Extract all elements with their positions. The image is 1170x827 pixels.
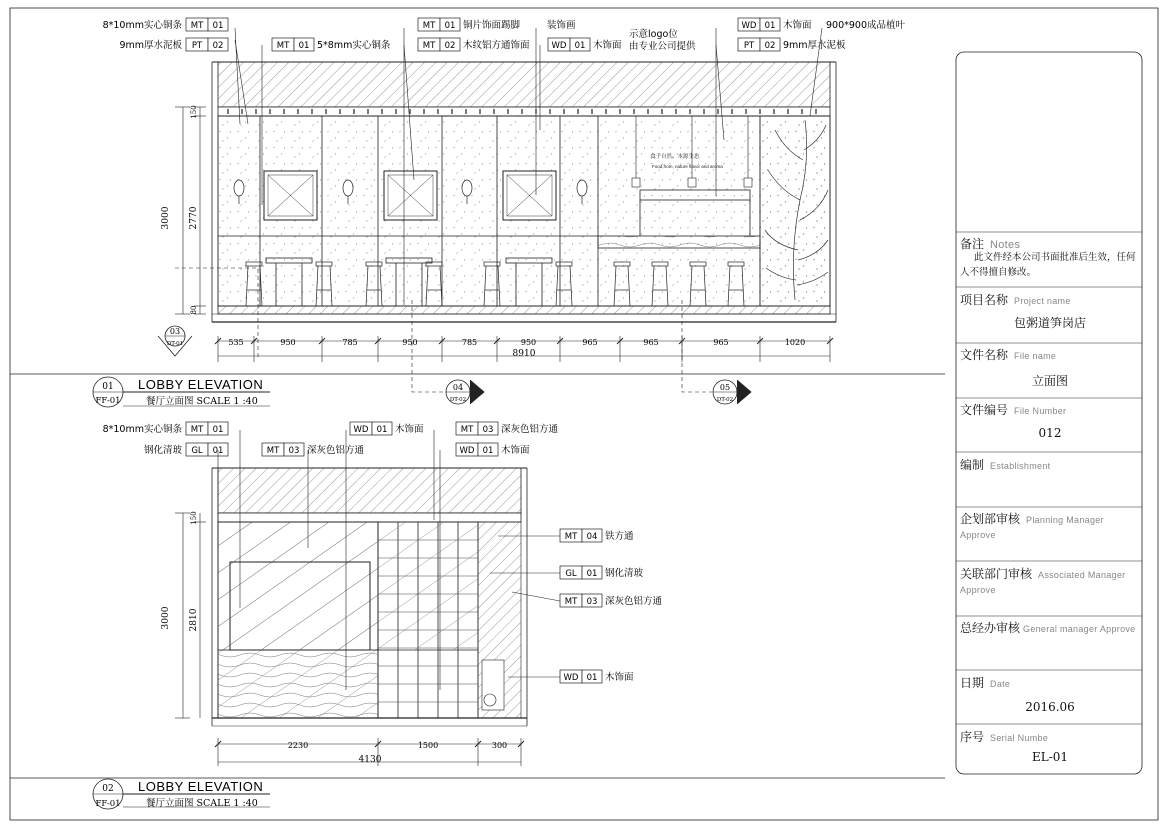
material-tag-e2-r3-num: 03	[586, 597, 598, 607]
project-value: 包粥道笋岗店	[1013, 316, 1086, 330]
material-tag-e2-2-num: 01	[212, 446, 224, 456]
elevation-02-title: LOBBY ELEVATION	[138, 779, 264, 794]
elevation-02-subtitle: 餐厅立面图 SCALE 1 :40	[146, 798, 258, 809]
dim-bottom-1: 535	[228, 338, 244, 347]
callout-05-number: 05	[719, 383, 731, 392]
material-tag-e1-3-code: MT	[276, 41, 290, 51]
material-tag-e1-4-code: MT	[422, 21, 436, 31]
material-tag-e2-6-desc: 木饰面	[501, 445, 530, 456]
dim2-height-total: 3000	[161, 606, 171, 630]
file-name-value: 立面图	[1031, 374, 1068, 388]
material-tag-e1-6-num: 01	[574, 41, 586, 51]
material-tag-e2-1-num: 01	[212, 425, 224, 435]
material-tag-e2-r2-desc: 钢化清玻	[605, 568, 644, 579]
material-tag-e2-r4-num: 01	[586, 673, 598, 683]
dim-bottom-7: 965	[582, 338, 598, 347]
material-tag-e2-2-desc: 钢化清玻	[143, 445, 182, 456]
establishment-label: 编制 Establishment	[960, 458, 1051, 472]
material-tag-e1-8-num: 02	[764, 41, 776, 51]
note-logo-provider: 由专业公司提供	[629, 41, 696, 52]
elevation-02-drawing	[161, 468, 527, 766]
material-tag-e2-r2-num: 01	[586, 569, 598, 579]
material-tag-e1-7-code: WD	[741, 21, 757, 31]
material-tag-e1-5-num: 02	[444, 41, 456, 51]
dim-bottom-10: 1020	[784, 338, 806, 347]
elevation-01-sheet-ref: FF-01	[95, 396, 121, 406]
material-tag-e2-r1-desc: 铁方通	[605, 531, 634, 542]
material-tag-e2-r1	[560, 529, 634, 542]
material-tag-e1-5	[418, 38, 530, 51]
material-tag-e1-6-desc: 木饰面	[593, 40, 622, 51]
file-name-label: 文件名称 File name	[960, 348, 1057, 362]
project-label: 项目名称 Project name	[960, 293, 1071, 307]
dim-height-top: 150	[190, 105, 198, 119]
dim-bottom-9: 965	[713, 338, 729, 347]
material-tag-e2-r4	[560, 670, 634, 683]
material-tag-e2-4	[350, 422, 424, 435]
material-tag-e2-r3-desc: 深灰色铝方通	[605, 596, 663, 607]
material-tag-e1-2-desc: 9mm厚水泥板	[119, 40, 182, 51]
note-plant-panel: 900*900成品植叶	[826, 20, 906, 31]
notes-text: 此文件经本公司书面批准后生效，任何人不得擅自修改。	[960, 252, 1136, 278]
dim-height-main: 2770	[189, 206, 199, 230]
material-tag-e2-1	[103, 422, 228, 435]
serial-value: EL-01	[1031, 750, 1069, 764]
material-tag-e1-1	[103, 18, 228, 31]
general-manager-label: 总经办审核 General manager Approve	[960, 621, 1136, 635]
material-tag-e1-8-desc: 9mm厚水泥板	[783, 40, 846, 51]
material-tag-e2-3	[262, 443, 365, 456]
material-tag-e2-4-code: WD	[353, 425, 369, 435]
material-tag-e1-2	[119, 38, 228, 51]
material-tag-e1-3-num: 01	[298, 41, 310, 51]
material-tag-e2-5-code: MT	[460, 425, 474, 435]
detail-callout-04[interactable]	[446, 380, 484, 404]
dim2-bottom-3: 300	[491, 741, 508, 750]
material-tag-e2-5-num: 03	[482, 425, 494, 435]
material-tag-e2-r1-code: MT	[564, 532, 578, 542]
dim-total-width: 8910	[512, 349, 536, 359]
material-tag-e1-2-num: 02	[212, 41, 224, 51]
material-tag-e2-3-code: MT	[266, 446, 280, 456]
logo-text-en: Food,from, nature flavor and aroma	[652, 164, 723, 169]
material-tag-e2-5	[456, 422, 559, 435]
material-tag-e1-7-num: 01	[764, 21, 776, 31]
note-decorative-painting: 装饰画	[547, 20, 576, 31]
elevation-01-title-block	[93, 377, 270, 407]
section-marker-number: 03	[169, 327, 181, 336]
elevation-02-sheet-ref: FF-01	[95, 799, 121, 809]
file-number-label: 文件编号 File Number	[960, 403, 1067, 417]
material-tag-e2-r4-code: WD	[563, 673, 579, 683]
planning-manager-label: 企划部审核 Planning Manager Approve	[960, 512, 1104, 540]
material-tag-e1-6	[548, 38, 622, 51]
dim-bottom-8: 965	[643, 338, 659, 347]
material-tag-e1-7-desc: 木饰面	[783, 20, 812, 31]
date-value: 2016.06	[1025, 700, 1075, 714]
note-logo-position: 示意logo位	[629, 29, 678, 40]
elevation-01-title: LOBBY ELEVATION	[138, 377, 264, 392]
dim-bottom-4: 950	[402, 338, 418, 347]
elevation-01-subtitle: 餐厅立面图 SCALE 1 :40	[146, 396, 258, 407]
elevation-02-title-block	[93, 779, 270, 809]
section-marker-03[interactable]	[158, 326, 192, 356]
dim-bottom-3: 785	[342, 338, 358, 347]
material-tag-e2-3-desc: 深灰色铝方通	[307, 445, 365, 456]
material-tag-e1-8-code: PT	[743, 41, 755, 51]
date-label: 日期 Date	[960, 676, 1011, 690]
material-tag-e1-7	[738, 18, 812, 31]
material-tag-e1-5-desc: 木纹铝方通饰面	[463, 40, 530, 51]
material-tag-e1-1-code: MT	[190, 21, 204, 31]
callout-05-sheet: DT-02	[716, 397, 734, 403]
material-tag-e2-r4-desc: 木饰面	[605, 672, 634, 683]
section-marker-sheet: DT-01	[166, 341, 184, 347]
file-number-value: 012	[1038, 426, 1062, 440]
dim-bottom-2: 950	[280, 338, 296, 347]
material-tag-e1-4	[418, 18, 521, 31]
material-tag-e2-r2	[560, 566, 644, 579]
dim-bottom-6: 950	[520, 338, 537, 347]
material-tag-e1-2-code: PT	[191, 41, 203, 51]
notes-label: 备注 Notes	[960, 237, 1021, 251]
material-tag-e1-4-desc: 铜片饰面踢脚	[463, 20, 521, 31]
dim2-total-width: 4130	[358, 755, 382, 765]
dim2-height-main: 2810	[189, 608, 199, 632]
material-tag-e1-6-code: WD	[551, 41, 567, 51]
material-tag-e1-8	[738, 38, 846, 51]
material-tag-e1-3	[272, 38, 391, 51]
dim-height-total: 3000	[161, 206, 171, 230]
material-tag-e2-r2-code: GL	[565, 569, 577, 579]
material-tag-e2-6	[456, 443, 530, 456]
elevation-01-number: 01	[102, 382, 114, 392]
dim2-height-top: 150	[190, 511, 198, 525]
material-tag-e1-4-num: 01	[444, 21, 456, 31]
material-tag-e1-1-num: 01	[212, 21, 224, 31]
dim2-bottom-2: 1500	[417, 741, 439, 750]
material-tag-e2-2-code: GL	[191, 446, 203, 456]
detail-callout-05[interactable]	[713, 380, 751, 404]
material-tag-e1-1-desc: 8*10mm实心铜条	[102, 20, 182, 31]
material-tag-e2-r3	[560, 594, 663, 607]
material-tag-e2-6-num: 01	[482, 446, 494, 456]
material-tag-e2-6-code: WD	[459, 446, 475, 456]
material-tag-e2-1-code: MT	[190, 425, 204, 435]
material-tag-e2-2	[144, 443, 228, 456]
material-tag-e2-3-num: 03	[288, 446, 300, 456]
callout-04-number: 04	[452, 383, 464, 392]
serial-label: 序号 Serial Numbe	[960, 730, 1049, 744]
material-tag-e2-5-desc: 深灰色铝方通	[501, 424, 559, 435]
material-tag-e2-4-num: 01	[376, 425, 388, 435]
material-tag-e1-5-code: MT	[422, 41, 436, 51]
callout-04-sheet: DT-02	[449, 397, 467, 403]
material-tag-e1-3-desc: 5*8mm实心铜条	[317, 40, 391, 51]
elevation-02-number: 02	[102, 784, 114, 794]
material-tag-e2-1-desc: 8*10mm实心铜条	[102, 424, 182, 435]
dim2-bottom-1: 2230	[287, 741, 309, 750]
material-tag-e2-4-desc: 木饰面	[395, 424, 424, 435]
material-tag-e2-r3-code: MT	[564, 597, 578, 607]
dim-bottom-5: 785	[461, 338, 478, 347]
logo-text-cn: 食于自然，本源生态	[650, 154, 700, 160]
associated-manager-label: 关联部门审核 Associated Manager Approve	[960, 567, 1126, 595]
material-tag-e2-r1-num: 04	[586, 532, 598, 542]
dim-height-bottom: 80	[190, 305, 198, 315]
